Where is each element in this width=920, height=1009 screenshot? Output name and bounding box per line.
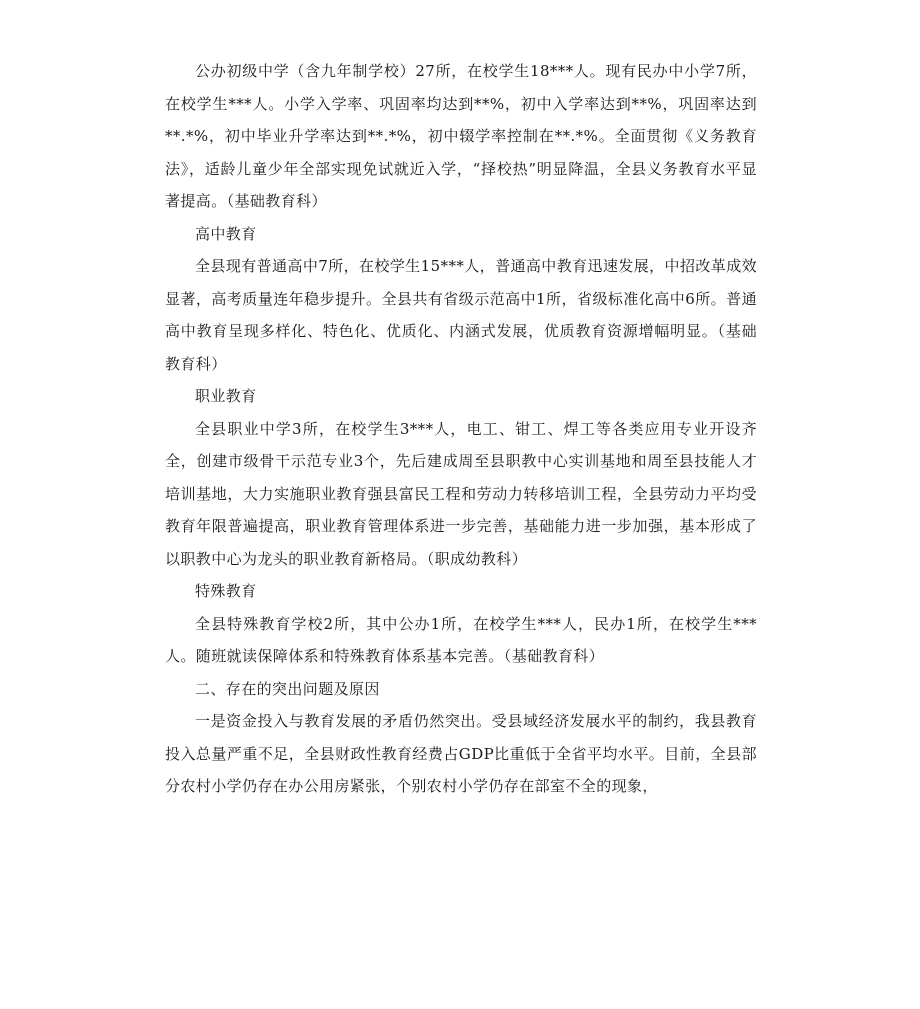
heading-vocational-education: 职业教育 xyxy=(195,387,257,405)
paragraph-funding-problem: 一是资金投入与教育发展的矛盾仍然突出。受县域经济发展水平的制约，我县教育投入总量严重不足，全县财政性教育经费占GDP比重低于全省平均水平。目前，全县部分农村小学仍存在办公用房紧张，个别农村小学仍存在部室不全的现象， xyxy=(165,712,757,795)
paragraph-special-education: 全县特殊教育学校2所，其中公办1所，在校学生***人，民办1所，在校学生***人。随班就读保障体系和特殊教育体系基本完善。（基础教育科） xyxy=(165,614,757,665)
paragraph-high-school-education: 全县现有普通高中7所，在校学生15***人，普通高中教育迅速发展，中招改革成效显著，高考质量连年稳步提升。全县共有省级示范高中1所，省级标准化高中6所。普通高中教育呈现多样化、特色化、优质化、内涵式发展，优质教育资源增幅明显。（基础教育科） xyxy=(165,257,757,373)
document-page xyxy=(165,55,757,803)
paragraph-vocational-education: 全县职业中学3所，在校学生3***人，电工、钳工、焊工等各类应用专业开设齐全，创建市级骨干示范专业3个，先后建成周至县职教中心实训基地和周至县技能人才培训基地，大力实施职业教育强县富民工程和劳动力转移培训工程，全县劳动力平均受教育年限普遍提高，职业教育管理体系进一步完善，基础能力进一步加强，基本形成了以职教中心为龙头的职业教育新格局。（职成幼教科） xyxy=(165,419,757,568)
heading-high-school-education: 高中教育 xyxy=(195,224,257,243)
heading-special-education: 特殊教育 xyxy=(195,582,257,600)
heading-problems-and-causes: 二、存在的突出问题及原因 xyxy=(195,679,380,698)
paragraph-compulsory-education: 公办初级中学（含九年制学校）27所，在校学生18***人。现有民办中小学7所，在校学生***人。小学入学率、巩固率均达到**%，初中入学率达到**%，巩固率达到**.*%，初中毕业升学率达到**.*%，初中辍学率控制在**.*%。全面贯彻《义务教育法》，适龄儿童少年全部实现免试就近入学，“择校热”明显降温，全县义务教育水平显著提高。（基础教育科） xyxy=(165,62,757,210)
